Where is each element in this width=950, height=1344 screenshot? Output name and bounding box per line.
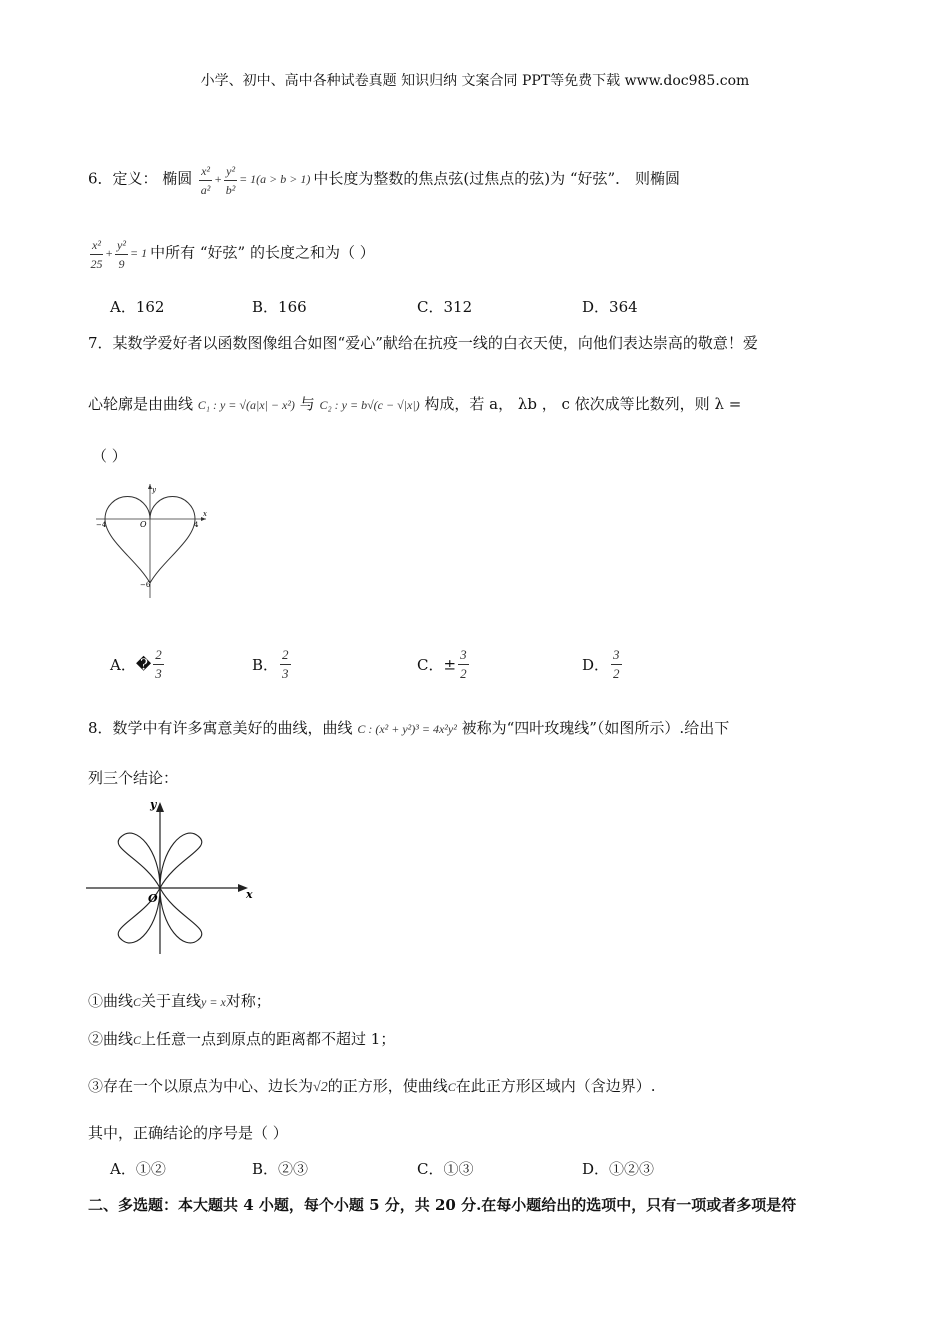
tick-right: 4 [194, 521, 199, 529]
text: ②曲线 [88, 1030, 134, 1048]
ellipse-rhs: = 1(a > b > 1) [239, 172, 311, 187]
text: 关于直线 [141, 992, 202, 1010]
q8-option-b[interactable] [252, 1158, 308, 1179]
q6-line2 [88, 236, 375, 273]
q8-line1-prefix: 8．数学中有许多寓意美好的曲线，曲线 [88, 719, 353, 737]
option-label: D． [582, 656, 610, 674]
option-label: D． [582, 1160, 610, 1178]
q8-line2: 列三个结论： [88, 769, 179, 787]
y-axis-arrow-icon [156, 802, 164, 812]
y-label: y [152, 486, 156, 494]
q7-line2-suffix: 构成，若 a， λb ， c 依次成等比数列，则 λ = [424, 395, 742, 413]
section-2-heading: 二、多选题：本大题共 4 小题，每个小题 5 分，共 20 分.在每小题给出的选项中，只有一项或者多项是符 [88, 1196, 797, 1214]
frac-den: 2 [460, 666, 467, 681]
option-value: 364 [609, 298, 638, 316]
math-symbol: C [133, 995, 142, 1009]
option-value: 312 [443, 298, 473, 316]
q7-line1: 7．某数学爱好者以函数图像组合如图“爱心”献给在抗疫一线的白衣天使，向他们表达崇高的敬意！爱 [88, 334, 758, 352]
q7-line2 [88, 393, 741, 414]
frac-num: x² [90, 236, 103, 255]
text: 在此正方形区域内（含边界）. [455, 1077, 656, 1095]
ellipse-rhs: = 1 [129, 246, 148, 261]
option-value: 162 [135, 298, 165, 316]
frac-num: y² [224, 162, 237, 181]
frac-den: 2 [613, 666, 620, 681]
frac-den: 9 [118, 257, 125, 271]
q7-option-b[interactable] [252, 646, 293, 683]
tick-bottom: −6 [140, 581, 151, 589]
q8-curve: C : (x² + y²)³ = 4x²y² [357, 722, 457, 736]
plus-sign: + [214, 172, 223, 187]
option-value: ②③ [278, 1160, 309, 1178]
rose-figure [86, 796, 256, 956]
q6-prefix: 6．定义： 椭圆 [88, 169, 193, 188]
option-value: ①②③ [609, 1160, 655, 1178]
frac-num: x² [199, 162, 212, 181]
option-value: 166 [278, 298, 307, 316]
q6-ellipse-specific [88, 238, 150, 271]
q7-paren: （ ） [92, 447, 127, 465]
frac-num: 3 [458, 646, 469, 665]
frac-den: b² [225, 183, 236, 197]
heart-figure [88, 480, 213, 600]
q7-option-c[interactable] [417, 646, 471, 683]
frac-den: 25 [90, 257, 103, 271]
x-label: x [246, 888, 253, 901]
text: 对称； [225, 992, 271, 1010]
math-symbol: y = x [201, 995, 226, 1009]
q7-line2-prefix: 心轮廓是由曲线 [88, 395, 194, 413]
option-label: C． [417, 656, 444, 674]
option-label: C． [417, 298, 444, 316]
frac-den: 3 [155, 666, 162, 681]
x-label: x [203, 510, 207, 518]
math-symbol: C [133, 1033, 142, 1047]
q8-option-a[interactable] [110, 1158, 166, 1179]
page-header: 小学、初中、高中各种试卷真题 知识归纳 文案合同 PPT等免费下载 www.doc985.com [200, 73, 750, 89]
q8-line1 [88, 717, 729, 738]
plus-sign: + [104, 246, 114, 261]
math-symbol: C [447, 1080, 456, 1094]
q8-line1-suffix: 被称为“四叶玫瑰线”（如图所示）.给出下 [461, 719, 730, 737]
q8-ask: 其中，正确结论的序号是（ ） [88, 1124, 288, 1142]
q8-conclusion-2 [88, 1028, 395, 1049]
origin-label: O [140, 520, 147, 529]
option-label: C． [417, 1160, 444, 1178]
q6-option-d[interactable] [582, 296, 638, 317]
q8-conclusion-1 [88, 990, 271, 1011]
text: ③存在一个以原点为中心、边长为 [88, 1077, 314, 1095]
option-label: B． [252, 1160, 279, 1178]
option-prefix: � [135, 655, 152, 674]
option-label: A． [110, 298, 136, 316]
y-label: y [150, 798, 157, 811]
origin-label: O [148, 892, 158, 905]
q7-option-d[interactable] [582, 646, 624, 683]
q8-option-c[interactable] [417, 1158, 474, 1179]
q6-option-c[interactable] [417, 296, 472, 317]
q6-ellipse-general [197, 164, 313, 197]
q8-option-d[interactable] [582, 1158, 654, 1179]
math-symbol: √2 [313, 1080, 328, 1095]
frac-num: y² [115, 236, 128, 255]
frac-den: a² [200, 183, 211, 197]
q6-line2-suffix: 中所有 “好弦” 的长度之和为（ ） [150, 243, 375, 262]
text: ①曲线 [88, 992, 134, 1010]
option-label: B． [252, 656, 279, 674]
q6-option-a[interactable] [110, 296, 164, 317]
option-label: A． [110, 1160, 136, 1178]
option-prefix: ± [443, 655, 457, 674]
option-label: B． [252, 298, 279, 316]
frac-num: 2 [280, 646, 291, 665]
option-label: D． [582, 298, 610, 316]
frac-num: 3 [611, 646, 622, 665]
q8-conclusion-3 [88, 1075, 656, 1096]
text: 上任意一点到原点的距离都不超过 1； [141, 1030, 396, 1048]
q6-line1 [88, 162, 680, 199]
q7-option-a[interactable] [110, 646, 166, 683]
option-label: A． [110, 656, 136, 674]
option-value: ①③ [443, 1160, 474, 1178]
frac-den: 3 [282, 666, 289, 681]
q7-line2-mid: 与 [299, 395, 315, 413]
option-value: ①② [135, 1160, 166, 1178]
q7-curve2: C₂ : y = b√(c − √|x|) [319, 398, 420, 412]
tick-left: −4 [96, 521, 107, 529]
q7-curve1: C₁ : y = √(a|x| − x²) [197, 398, 295, 412]
text: 的正方形，使曲线 [327, 1077, 448, 1095]
q6-line1-suffix: 中长度为整数的焦点弦(过焦点的弦)为 “好弦”． 则椭圆 [313, 169, 680, 188]
frac-num: 2 [153, 646, 164, 665]
q6-option-b[interactable] [252, 296, 307, 317]
